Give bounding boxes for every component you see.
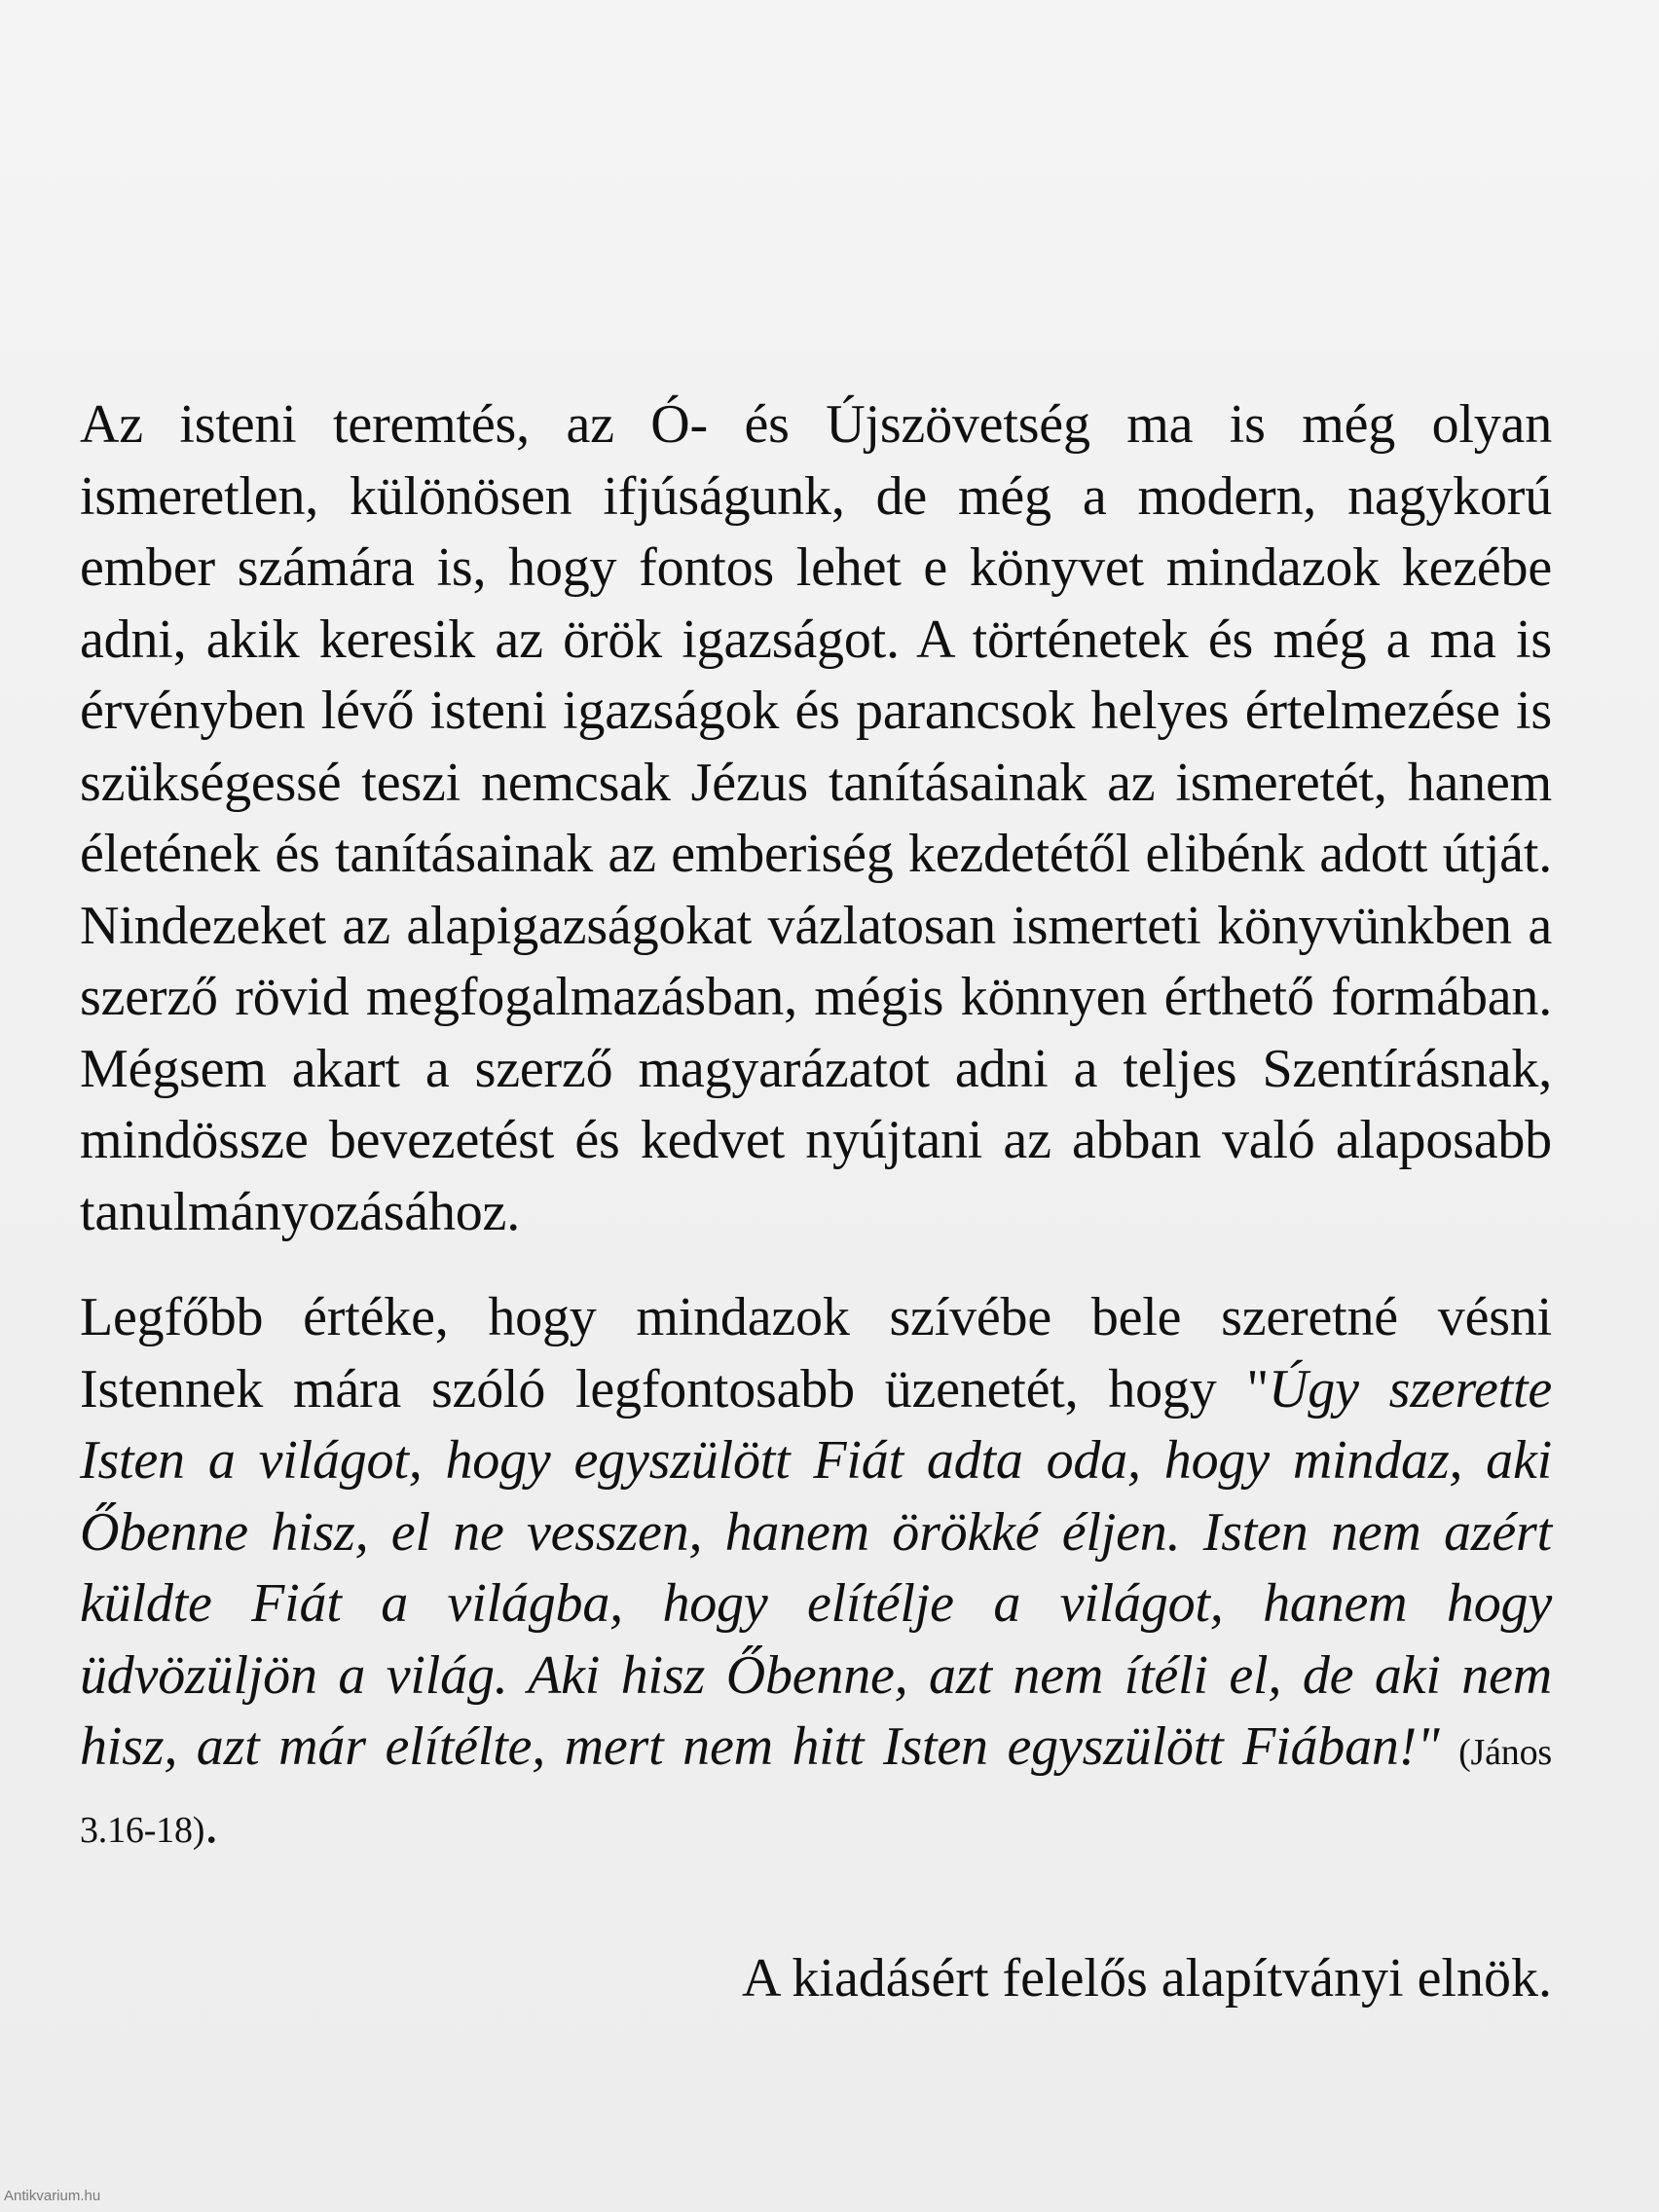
citation-period: . (204, 1793, 219, 1855)
paragraph-quote-intro: Legfőbb értéke, hogy mindazok szívébe bele szeretné vésni Istennek mára szóló legfontosabb üzenetét, hogy " (80, 1287, 1552, 1419)
paragraph-bible-quote (80, 1282, 1552, 1866)
source-watermark: Antikvarium.hu (4, 2188, 101, 2204)
paragraph-intro: Az isteni teremtés, az Ó- és Újszövetség ma is még olyan ismeretlen, különösen ifjúságunk, de még a modern, nagykorú ember számára is, hogy fontos lehet e könyvet mindazok kezébe adni, akik keresik az örök igazságot. A történetek és még a ma is érvényben lévő isteni igazságok és parancsok helyes értelmezése is szükségessé teszi nemcsak Jézus tanításainak az ismeretét, hanem életének és tanításainak az emberiség kezdetétől elibénk adott útját. Nindezeket az alapigazságokat vázlatosan ismerteti könyvünkben a szerző rövid megfogalmazásban, mégis könnyen érthető formában. Mégsem akart a szerző magyarázatot adni a teljes Szentírásnak, mindössze bevezetést és kedvet nyújtani az abban való alaposabb tanulmányozásához. (80, 394, 1552, 1242)
bible-citation: (János 3.16-18) (80, 1732, 1552, 1851)
john-3-16-quote: Úgy szerette Isten a világot, hogy egyszülött Fiát adta oda, hogy mindaz, aki Őbenne hisz, el ne vesszen, hanem örökké éljen. Isten nem azért küldte Fiát a világba, hogy elítélje a világot, hanem hogy üdvözüljön a világ. Aki hisz Őbenne, azt nem ítéli el, de aki nem hisz, azt már elítélte, mert nem hitt Isten egyszülött Fiában!" (80, 1358, 1552, 1777)
body-text (80, 389, 1552, 1866)
publisher-signature: A kiadásért felelős alapítványi elnök. (742, 1948, 1552, 2009)
